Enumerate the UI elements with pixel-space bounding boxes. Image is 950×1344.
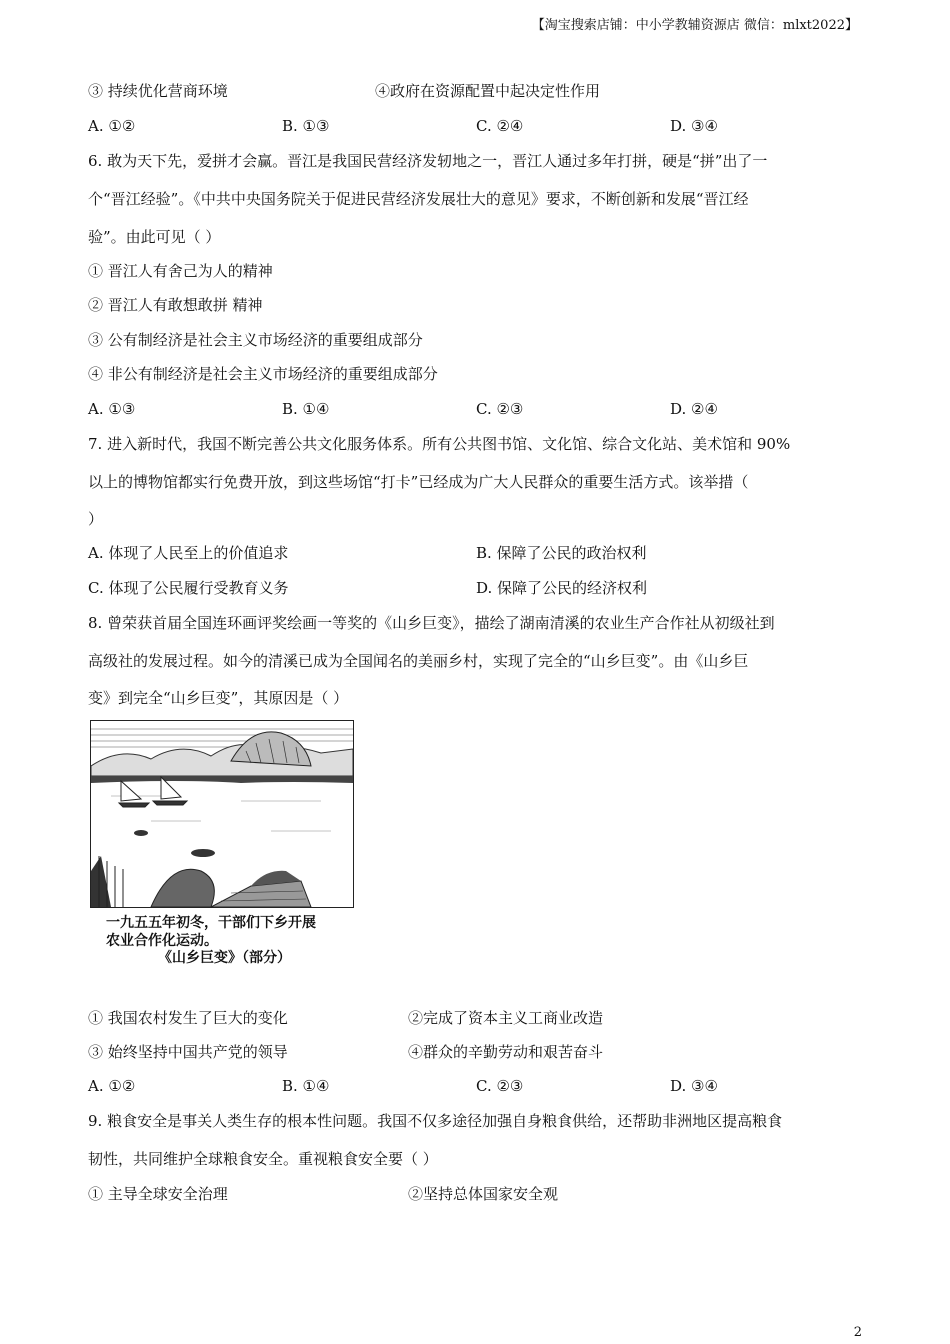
q9-item-2: ②坚持总体国家安全观	[408, 1185, 559, 1203]
q5-option-item-4: ④政府在资源配置中起决定性作用	[375, 82, 601, 100]
q6-choice-b: B. ①④	[282, 400, 330, 418]
q7-choice-a: A. 体现了人民至上的价值追求	[88, 544, 289, 562]
q6-choice-a: A. ①③	[88, 400, 136, 418]
figure-caption-line-1: 一九五五年初冬，干部们下乡开展	[106, 915, 316, 931]
figure-caption-title: 《山乡巨变》（部分）	[158, 950, 291, 966]
q6-item-4: ④ 非公有制经济是社会主义市场经济的重要组成部分	[88, 365, 438, 383]
q8-choice-b: B. ①④	[282, 1077, 330, 1095]
page-header: 【淘宝搜索店铺：中小学教辅资源店 微信：mlxt2022】	[531, 18, 858, 33]
q7-stem-line-2: 以上的博物馆都实行免费开放，到这些场馆“打卡”已经成为广大人民群众的重要生活方式。该举措（	[88, 473, 749, 491]
q8-choice-d: D. ③④	[670, 1077, 718, 1095]
q9-stem-line-1: 9. 粮食安全是事关人类生存的根本性问题。我国不仅多途径加强自身粮食供给，还帮助非洲地区提高粮食	[88, 1112, 783, 1130]
q8-item-3: ③ 始终坚持中国共产党的领导	[88, 1043, 288, 1061]
q7-stem-line-3: ）	[88, 510, 104, 528]
q9-stem-line-2: 韧性，共同维护全球粮食安全。重视粮食安全要（ ）	[88, 1150, 438, 1168]
shanxiang-jubian-illustration	[90, 720, 354, 908]
q7-choice-c: C. 体现了公民履行受教育义务	[88, 579, 289, 597]
q5-choice-c: C. ②④	[476, 117, 524, 135]
q6-item-2: ② 晋江人有敢想敢拼 精神	[88, 296, 263, 314]
q6-stem-line-2: 个“晋江经验”。《中共中央国务院关于促进民营经济发展壮大的意见》要求，不断创新和发展“晋江经	[88, 190, 749, 208]
q7-choice-d: D. 保障了公民的经济权利	[476, 579, 648, 597]
q6-item-3: ③ 公有制经济是社会主义市场经济的重要组成部分	[88, 331, 423, 349]
page-number: 2	[853, 1325, 862, 1340]
q8-item-4: ④群众的辛勤劳动和艰苦奋斗	[408, 1043, 604, 1061]
q5-choice-a: A. ①②	[88, 117, 136, 135]
figure-caption-line-2: 农业合作化运动。	[106, 933, 218, 949]
q7-stem-line-1: 7. 进入新时代，我国不断完善公共文化服务体系。所有公共图书馆、文化馆、综合文化站、美术馆和 90%	[88, 435, 791, 453]
q8-item-1: ① 我国农村发生了巨大的变化	[88, 1009, 288, 1027]
q8-choice-c: C. ②③	[476, 1077, 524, 1095]
q6-item-1: ① 晋江人有舍己为人的精神	[88, 262, 273, 280]
q7-choice-b: B. 保障了公民的政治权利	[476, 544, 647, 562]
q6-stem-line-3: 验”。由此可见（ ）	[88, 228, 221, 246]
q8-choice-a: A. ①②	[88, 1077, 136, 1095]
q8-stem-line-3: 变》到完全“山乡巨变”，其原因是（ ）	[88, 689, 349, 707]
q5-option-item-3: ③ 持续优化营商环境	[88, 82, 228, 100]
q6-choice-d: D. ②④	[670, 400, 718, 418]
landscape-drawing	[91, 721, 353, 907]
q6-choice-c: C. ②③	[476, 400, 524, 418]
q6-stem-line-1: 6. 敢为天下先，爱拼才会赢。晋江是我国民营经济发轫地之一，晋江人通过多年打拼，硬是“拼”出了一	[88, 152, 768, 170]
q5-choice-b: B. ①③	[282, 117, 330, 135]
q5-choice-d: D. ③④	[670, 117, 718, 135]
q9-item-1: ① 主导全球安全治理	[88, 1185, 228, 1203]
q8-item-2: ②完成了资本主义工商业改造	[408, 1009, 604, 1027]
q8-stem-line-2: 高级社的发展过程。如今的清溪已成为全国闻名的美丽乡村，实现了完全的“山乡巨变”。由《山乡巨	[88, 652, 749, 670]
q8-stem-line-1: 8. 曾荣获首届全国连环画评奖绘画一等奖的《山乡巨变》，描绘了湖南清溪的农业生产合作社从初级社到	[88, 614, 775, 632]
